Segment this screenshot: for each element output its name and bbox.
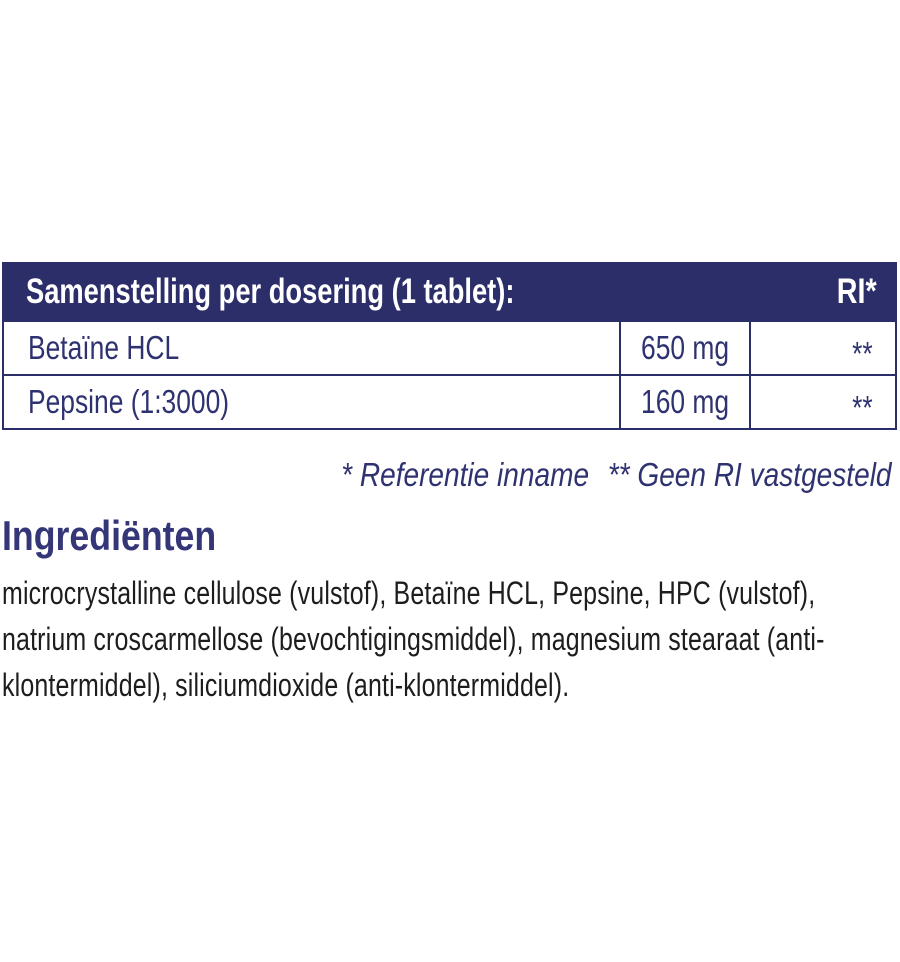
table-row [2,376,897,430]
table-footnotes [342,456,892,494]
table-row [2,322,897,376]
ri-value: ** [852,334,873,372]
table-title: Samenstelling per dosering (1 tablet): [26,272,515,311]
ingredients-paragraph: microcrystalline cellulose (vulstof), Betaïne HCL, Pepsine, HPC (vulstof), natrium croscarmellose (bevochtigingsmiddel), magnesium stearaat (anti-klontermiddel), siliciumdioxide (anti-klontermiddel). [2,575,825,703]
composition-table-header [2,262,897,322]
composition-table [2,262,897,430]
amount-cell [621,322,751,374]
ingredient-name: Betaïne HCL [28,329,180,366]
ri-value-cell [751,376,895,428]
ingredient-name-cell [4,322,621,374]
ingredients-heading: Ingrediënten [2,512,217,559]
ri-value-cell [751,322,895,374]
ingredient-name-cell [4,376,621,428]
ri-column-header: RI* [837,272,877,311]
footnote-ri-reference: * Referentie inname [341,456,590,493]
amount-value: 650 mg [640,329,730,366]
amount-cell [621,376,751,428]
ingredient-name: Pepsine (1:3000) [28,383,230,420]
footnote-no-ri: ** Geen RI vastgesteld [608,456,892,493]
amount-value: 160 mg [640,383,730,420]
ri-value: ** [852,388,873,426]
